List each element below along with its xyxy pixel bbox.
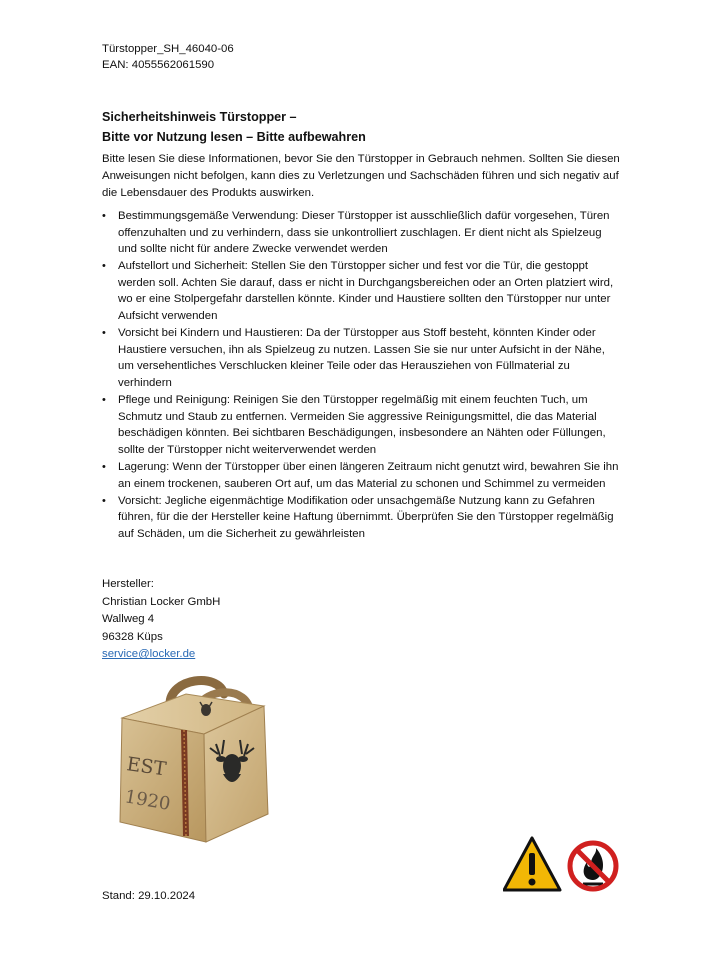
manufacturer-street: Wallweg 4 bbox=[102, 613, 155, 626]
intro-paragraph: Bitte lesen Sie diese Informationen, bevor Sie den Türstopper in Gebrauch nehmen. Sollten Sie diesen Anweisungen nicht befolgen, kann dies zu Verletzungen und Sachschäden führen und sich negativ auf die Lebensdauer des Produkts auswirken. bbox=[102, 153, 620, 199]
manufacturer-company: Christian Locker GmbH bbox=[102, 595, 221, 608]
title-line-2: Bitte vor Nutzung lesen – Bitte aufbewahren bbox=[102, 130, 366, 144]
manufacturer-label: Hersteller: bbox=[102, 578, 154, 590]
bullet-icon: • bbox=[102, 260, 106, 273]
list-item-text: Bestimmungsgemäße Verwendung: Dieser Türstopper ist ausschließlich dafür vorgesehen, Türen offenzuhalten und zu verhindern, dass sie unkontrolliert zuschlagen. Er dient nicht als Spielzeug und sollte nicht für andere Zwecke verwendet werden bbox=[118, 210, 610, 256]
title-line-1: Sicherheitshinweis Türstopper – bbox=[102, 110, 297, 124]
list-item bbox=[102, 325, 622, 391]
print-est-text: EST bbox=[125, 753, 168, 781]
product-image bbox=[108, 672, 280, 850]
document-title bbox=[102, 107, 366, 147]
list-item-text: Aufstellort und Sicherheit: Stellen Sie den Türstopper sicher und fest vor die Tür, die gestoppt werden soll. Achten Sie darauf, dass er nicht in Durchgangsbereichen oder an Orten platziert wird, wo er eine Stolpergefahr darstellen könnte. Kinder und Haustiere sollten den Türstopper nur unter Aufsicht verwenden bbox=[118, 260, 614, 323]
revision-date: Stand: 29.10.2024 bbox=[102, 890, 196, 902]
safety-list bbox=[102, 208, 622, 543]
safety-symbols bbox=[503, 836, 623, 896]
product-code: Türstopper_SH_46040-06 bbox=[102, 43, 234, 55]
bullet-icon: • bbox=[102, 494, 106, 507]
list-item bbox=[102, 493, 622, 543]
ean-code: EAN: 4055562061590 bbox=[102, 59, 215, 71]
bullet-icon: • bbox=[102, 210, 106, 222]
list-item bbox=[102, 392, 622, 458]
manufacturer-email-link[interactable]: service@locker.de bbox=[102, 648, 196, 661]
warning-triangle-icon bbox=[504, 838, 560, 890]
list-item bbox=[102, 258, 622, 324]
list-item bbox=[102, 208, 622, 258]
manufacturer-block bbox=[102, 576, 220, 664]
manufacturer-city: 96328 Küps bbox=[102, 630, 163, 643]
no-open-flame-icon bbox=[569, 842, 617, 890]
document-header bbox=[102, 41, 234, 73]
list-item bbox=[102, 459, 622, 492]
bullet-icon: • bbox=[102, 394, 106, 407]
list-item-text: Lagerung: Wenn der Türstopper über einen längeren Zeitraum nicht genutzt wird, bewahren Sie ihn an einem trockenen, sauberen Ort auf, um das Material zu schonen und Schimmel zu vermeiden bbox=[118, 460, 619, 490]
bullet-icon: • bbox=[102, 460, 106, 473]
list-item-text: Pflege und Reinigung: Reinigen Sie den Türstopper regelmäßig mit einem feuchten Tuch, um Schmutz und Staub zu entfernen. Vermeiden Sie aggressive Reinigungsmittel, die das Material beschädigen könnten. Bei sichtbaren Beschädigungen, insbesondere an Nähten oder Füllungen, sollte der Türstopper nicht weiterverwendet werden bbox=[118, 394, 606, 456]
list-item-text: Vorsicht bei Kindern und Haustieren: Da der Türstopper aus Stoff besteht, könnten Kinder oder Haustiere versuchen, ihn als Spielzeug zu nutzen. Lassen Sie sie nur unter Aufsicht in der Nähe, um versehentliches Verschlucken kleiner Teile oder das Herausziehen von Füllmaterial zu verhindern bbox=[118, 327, 605, 389]
print-year-text: 1920 bbox=[123, 786, 172, 815]
bullet-icon: • bbox=[102, 327, 106, 340]
list-item-text: Vorsicht: Jegliche eigenmächtige Modifikation oder unsachgemäße Nutzung kann zu Gefahren führen, für die der Hersteller keine Haftung übernimmt. Überprüfen Sie den Türstopper regelmäßig auf Schäden, um die Sicherheit zu gewährleisten bbox=[118, 494, 614, 540]
